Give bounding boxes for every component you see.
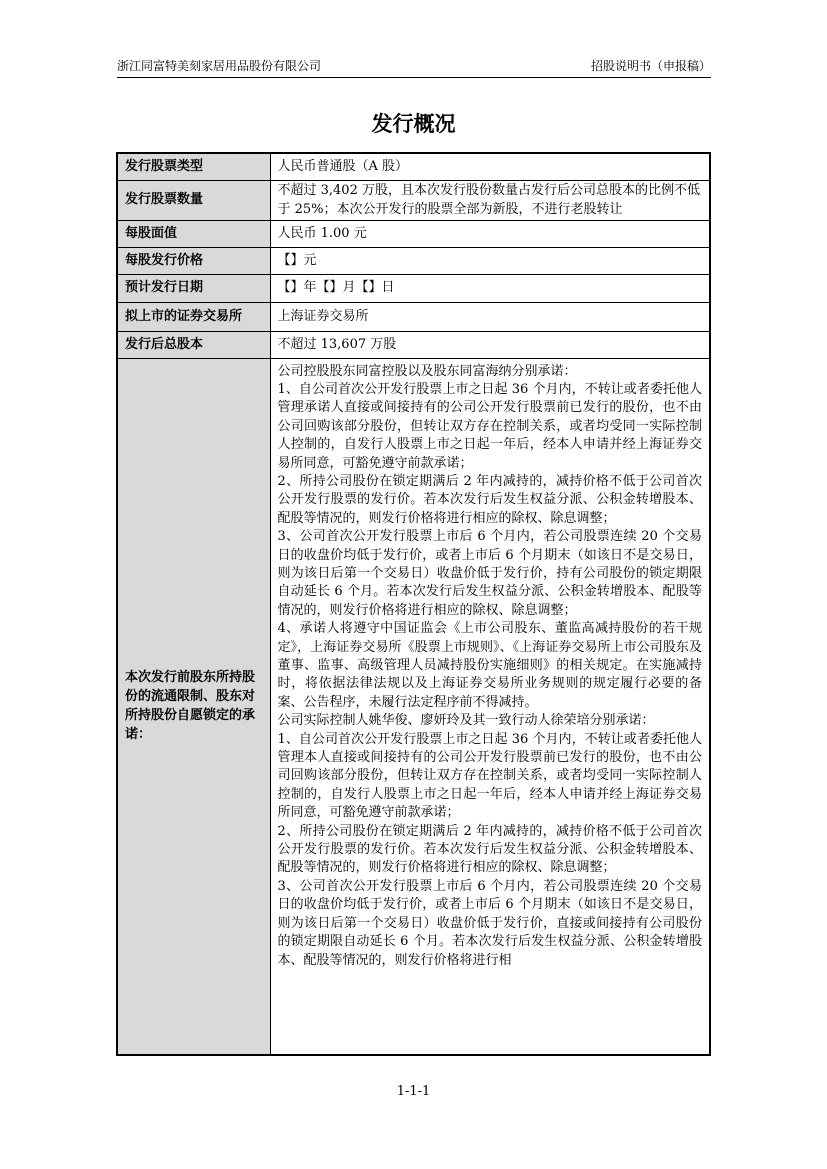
table-row bbox=[117, 331, 710, 358]
commitment-paragraph: 1、自公司首次公开发行股票上市之日起 36 个月内，不转让或者委托他人管理本人直接或间接持有的公司公开发行股票前已发行的股份，也不由公司回购该部分股份，但转让双方存在控制关系，或者均受同一实际控制人控制的，自发行人股票上市之日起一年后，经本人申请并经上海证券交易所同意，可豁免遵守前款承诺； bbox=[277, 731, 702, 821]
header-company: 浙江同富特美刻家居用品股份有限公司 bbox=[117, 59, 322, 73]
commitment-paragraph: 4、承诺人将遵守中国证监会《上市公司股东、董监高减持股份的若干规定》，上海证券交易所《股票上市规则》、《上海证券交易所上市公司股东及董事、监事、高级管理人员减持股份实施细则》的相关规定。在实施减持时，将依据法律法规以及上海证券交易所业务规则的规定履行必要的备案、公告程序，未履行法定程序前不得减持。 bbox=[277, 621, 702, 710]
table-row bbox=[117, 358, 710, 1055]
row-value: 人民币普通股（A 股） bbox=[270, 153, 710, 180]
commitment-paragraph: 1、自公司首次公开发行股票上市之日起 36 个月内，不转让或者委托他人管理承诺人直接或间接持有的公司公开发行股票前已发行的股份，也不由公司回购该部分股份，但转让双方存在控制关系，或者均受同一实际控制人控制的，自发行人股票上市之日起一年后，经本人申请并经上海证券交易所同意，可豁免遵守前款承诺； bbox=[277, 381, 702, 471]
row-label: 发行股票数量 bbox=[117, 180, 270, 220]
commitment-paragraph: 3、公司首次公开发行股票上市后 6 个月内，若公司股票连续 20 个交易日的收盘价均低于发行价，或者上市后 6 个月期末（如该日不是交易日，则为该日后第一个交易日）收盘价低于发行价，直接或间接持有公司股份的锁定期限自动延长 6 个月。若本次发行后发生权益分派、公积金转增股本、配股等情况的，则发行价格将进行相 bbox=[277, 878, 702, 968]
page-title: 发行概况 bbox=[371, 112, 456, 136]
table-row bbox=[117, 220, 710, 247]
table-row bbox=[117, 302, 710, 331]
header-rule bbox=[117, 77, 711, 78]
row-label: 预计发行日期 bbox=[117, 274, 270, 302]
commitment-paragraph: 2、所持公司股份在锁定期满后 2 年内减持的，减持价格不低于公司首次公开发行股票的发行价。若本次发行后发生权益分派、公积金转增股本、配股等情况的，则发行价格将进行相应的除权、除息调整； bbox=[277, 823, 702, 876]
table-row bbox=[117, 247, 710, 274]
commitment-paragraph: 公司控股股东同富控股以及股东同富海纳分别承诺： bbox=[277, 363, 577, 379]
lockup-label: 本次发行前股东所持股份的流通限制、股东对所持股份自愿锁定的承诺： bbox=[117, 358, 270, 1055]
row-label: 每股发行价格 bbox=[117, 247, 270, 274]
row-value: 【】年【】月【】日 bbox=[270, 274, 710, 302]
row-value: 上海证券交易所 bbox=[270, 302, 710, 331]
page-header bbox=[117, 58, 711, 74]
table-row bbox=[117, 153, 710, 180]
commitment-paragraph: 3、公司首次公开发行股票上市后 6 个月内，若公司股票连续 20 个交易日的收盘价均低于发行价，或者上市后 6 个月期末（如该日不是交易日，则为该日后第一个交易日）收盘价低于发行价，持有公司股份的锁定期限自动延长 6 个月。若本次发行后发生权益分派、公积金转增股本、配股等情况的，则发行价格将进行相应的除权、除息调整； bbox=[277, 529, 702, 618]
row-value: 【】元 bbox=[270, 247, 710, 274]
table-row bbox=[117, 274, 710, 302]
offering-overview-table bbox=[116, 152, 711, 1056]
header-doc-type: 招股说明书（申报稿） bbox=[590, 59, 711, 73]
table-row bbox=[117, 180, 710, 220]
row-label: 发行后总股本 bbox=[117, 331, 270, 358]
lockup-commitments bbox=[270, 358, 710, 1055]
row-value: 不超过 3,402 万股，且本次发行股份数量占发行后公司总股本的比例不低于 25%；本次公开发行的股票全部为新股，不进行老股转让 bbox=[270, 180, 710, 220]
commitment-paragraph: 2、所持公司股份在锁定期满后 2 年内减持的，减持价格不低于公司首次公开发行股票的发行价。若本次发行后发生权益分派、公积金转增股本、配股等情况的，则发行价格将进行相应的除权、除息调整； bbox=[277, 473, 702, 526]
row-value: 不超过 13,607 万股 bbox=[270, 331, 710, 358]
row-label: 每股面值 bbox=[117, 220, 270, 247]
commitment-paragraph: 公司实际控制人姚华俊、廖妍玲及其一致行动人徐荣培分别承诺： bbox=[277, 713, 655, 729]
page-number: 1-1-1 bbox=[396, 1084, 431, 1099]
row-label: 发行股票类型 bbox=[117, 153, 270, 180]
row-label: 拟上市的证券交易所 bbox=[117, 302, 270, 331]
row-value: 人民币 1.00 元 bbox=[270, 220, 710, 247]
